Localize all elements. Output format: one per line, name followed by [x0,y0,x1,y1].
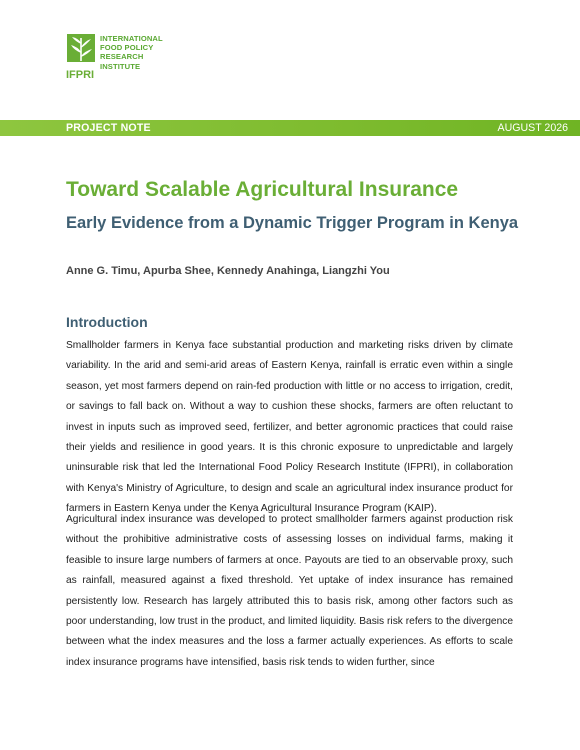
logo-line: RESEARCH [100,52,144,62]
document-type-label: PROJECT NOTE [66,122,151,134]
body-paragraph: Smallholder farmers in Kenya face substantial production and marketing risks driven by climate variability. In the arid and semi-arid areas of Eastern Kenya, rainfall is erratic even within a single season, yet most farmers depend on rain-fed production with little or no access to irrigation, credit, or savings to fall back on. Without a way to cushion these shocks, farmers are often reluctant to invest in inputs such as improved seed, fertilizer, and better agronomic practices that could raise their yields and resilience in good years. It is this chronic exposure to unpredictable and largely uninsurable risk that led the International Food Policy Research Institute (IFPRI), in collaboration with Kenya's Ministry of Agriculture, to design and scale an agricultural index insurance product for farmers in Eastern Kenya under the Kenya Agricultural Insurance Program (KAIP). [66,340,513,515]
page-subtitle: Early Evidence from a Dynamic Trigger Program in Kenya [66,214,519,232]
logo-line: FOOD POLICY [100,43,154,53]
logo-line: INSTITUTE [100,61,141,71]
logo-wordmark [100,34,163,71]
page-title: Toward Scalable Agricultural Insurance [66,178,459,201]
logo-acronym: IFPRI [66,69,95,80]
publication-date: AUGUST 2026 [497,122,568,134]
wheat-plant-logo-icon [66,32,96,80]
body-paragraph: Agricultural index insurance was developed to protect smallholder farmers against production risk without the prohibitive administrative costs of assessing losses on individual farms, making it feasible to insure large numbers of farmers at once. Payouts are tied to an observable proxy, such as rainfall, measured against a fixed threshold. Yet uptake of index insurance has remained persistently low. Research has largely attributed this to basis risk, among other factors such as poor understanding, low trust in the product, and limited liquidity. Basis risk refers to the divergence between what the index measures and the loss a farmer actually experiences. As efforts to scale index insurance programs have intensified, basis risk tends to widen further, since [66,514,513,668]
ifpri-logo [66,32,186,80]
section-heading-introduction: Introduction [66,314,148,330]
logo-line: INTERNATIONAL [100,34,163,43]
author-list: Anne G. Timu, Apurba Shee, Kennedy Anahinga, Liangzhi You [66,265,390,277]
header-band [0,120,580,136]
